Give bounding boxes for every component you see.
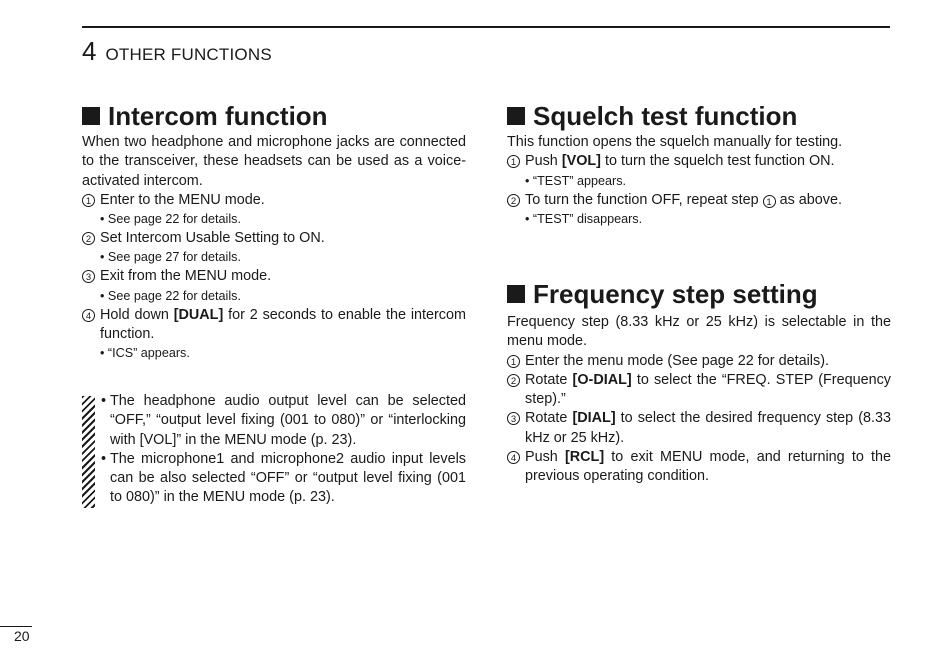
intercom-section bbox=[82, 99, 466, 363]
step-number-icon: 3 bbox=[82, 270, 95, 283]
square-bullet-icon bbox=[507, 285, 525, 303]
square-bullet-icon bbox=[82, 107, 100, 125]
step-text-post: to select the “FREQ. STEP (Frequency step).” bbox=[525, 371, 891, 408]
step-text-post: to select the desired frequency step (8.33 kHz or 25 kHz). bbox=[525, 410, 891, 446]
step-number-icon: 2 bbox=[507, 194, 520, 207]
step-number-icon: 2 bbox=[82, 232, 95, 245]
step-number-icon: 1 bbox=[507, 155, 520, 168]
square-bullet-icon bbox=[507, 107, 525, 125]
freq-section bbox=[507, 277, 891, 487]
step-text-pre: To turn the function OFF, repeat step bbox=[525, 191, 763, 208]
key-o-dial: [O-DIAL] bbox=[572, 371, 632, 388]
step-text-post: for 2 seconds to enable the intercom function. bbox=[100, 306, 466, 343]
step-text: Enter the menu mode (See page 22 for details). bbox=[525, 352, 829, 369]
step-text-pre: Push bbox=[525, 449, 565, 466]
squelch-section bbox=[507, 99, 891, 229]
step-text-pre: Hold down bbox=[100, 306, 174, 323]
note-item: • The microphone1 and microphone2 audio input levels can be also selected “OFF” or “output level fixing (001 to 080)” in the MENU mode (p. 23). bbox=[101, 450, 466, 508]
step-ref-icon: 1 bbox=[763, 195, 776, 208]
key-dual: [DUAL] bbox=[173, 306, 224, 323]
right-column bbox=[507, 99, 891, 485]
chapter-number: 4 bbox=[82, 36, 97, 66]
step-item bbox=[82, 191, 466, 229]
step-subnote: • See page 27 for details. bbox=[100, 248, 466, 267]
footer-rule bbox=[0, 626, 32, 627]
step-number-icon: 4 bbox=[507, 451, 520, 464]
freq-heading bbox=[507, 277, 891, 311]
step-number-icon: 1 bbox=[507, 355, 520, 368]
intercom-intro: When two headphone and microphone jacks are connected to the transceiver, these headsets can be used as a voice-activated intercom. bbox=[82, 134, 466, 189]
step-item bbox=[82, 267, 466, 305]
note-item: • The headphone audio output level can be selected “OFF,” “output level fixing (001 to 080)” or “interlocking with [VOL]” in the MENU mode (p. 23). bbox=[101, 392, 466, 450]
note-hatch-icon bbox=[82, 396, 95, 508]
step-subnote: • “ICS” appears. bbox=[100, 344, 466, 363]
squelch-steps bbox=[507, 152, 891, 229]
freq-title: Frequency step setting bbox=[533, 279, 818, 309]
squelch-title: Squelch test function bbox=[533, 101, 798, 131]
step-subnote: • See page 22 for details. bbox=[100, 287, 466, 306]
step-item bbox=[507, 448, 891, 487]
intercom-heading bbox=[82, 99, 466, 133]
step-number-icon: 4 bbox=[82, 309, 95, 322]
step-number-icon: 2 bbox=[507, 374, 520, 387]
step-subnote: • “TEST” disappears. bbox=[525, 210, 891, 229]
step-item bbox=[507, 409, 891, 448]
step-number-icon: 1 bbox=[82, 194, 95, 207]
step-item bbox=[507, 152, 891, 190]
step-number-icon: 3 bbox=[507, 412, 520, 425]
step-item bbox=[507, 371, 891, 410]
step-text-post: to exit MENU mode, and returning to the previous operating condition. bbox=[525, 449, 891, 485]
step-item bbox=[82, 306, 466, 364]
step-text: Enter to the MENU mode. bbox=[100, 191, 265, 208]
squelch-intro: This function opens the squelch manually for testing. bbox=[507, 134, 843, 150]
intercom-steps bbox=[82, 191, 466, 363]
freq-intro: Frequency step (8.33 kHz or 25 kHz) is selectable in the menu mode. bbox=[507, 314, 891, 350]
step-subnote: • See page 22 for details. bbox=[100, 210, 466, 229]
key-vol: [VOL] bbox=[561, 153, 601, 170]
step-text-pre: Rotate bbox=[525, 410, 573, 427]
step-text: Set Intercom Usable Setting to ON. bbox=[100, 230, 325, 247]
intercom-title: Intercom function bbox=[108, 101, 328, 131]
intercom-notes bbox=[82, 392, 466, 508]
step-item bbox=[82, 229, 466, 267]
step-item bbox=[507, 191, 891, 229]
step-text-pre: Rotate bbox=[525, 371, 573, 388]
squelch-heading bbox=[507, 99, 891, 133]
chapter-header bbox=[82, 36, 272, 66]
key-rcl: [RCL] bbox=[564, 449, 605, 466]
key-dial: [DIAL] bbox=[572, 410, 616, 427]
freq-steps bbox=[507, 352, 891, 487]
step-text-post: to turn the squelch test function ON. bbox=[600, 153, 835, 170]
chapter-title: OTHER FUNCTIONS bbox=[105, 45, 272, 64]
step-item bbox=[507, 352, 891, 371]
page-number: 20 bbox=[14, 628, 30, 644]
step-subnote: • “TEST” appears. bbox=[525, 172, 891, 191]
top-rule bbox=[82, 26, 890, 28]
step-text-pre: Push bbox=[525, 153, 562, 170]
step-text-post: as above. bbox=[775, 191, 842, 208]
step-text: Exit from the MENU mode. bbox=[100, 268, 272, 285]
